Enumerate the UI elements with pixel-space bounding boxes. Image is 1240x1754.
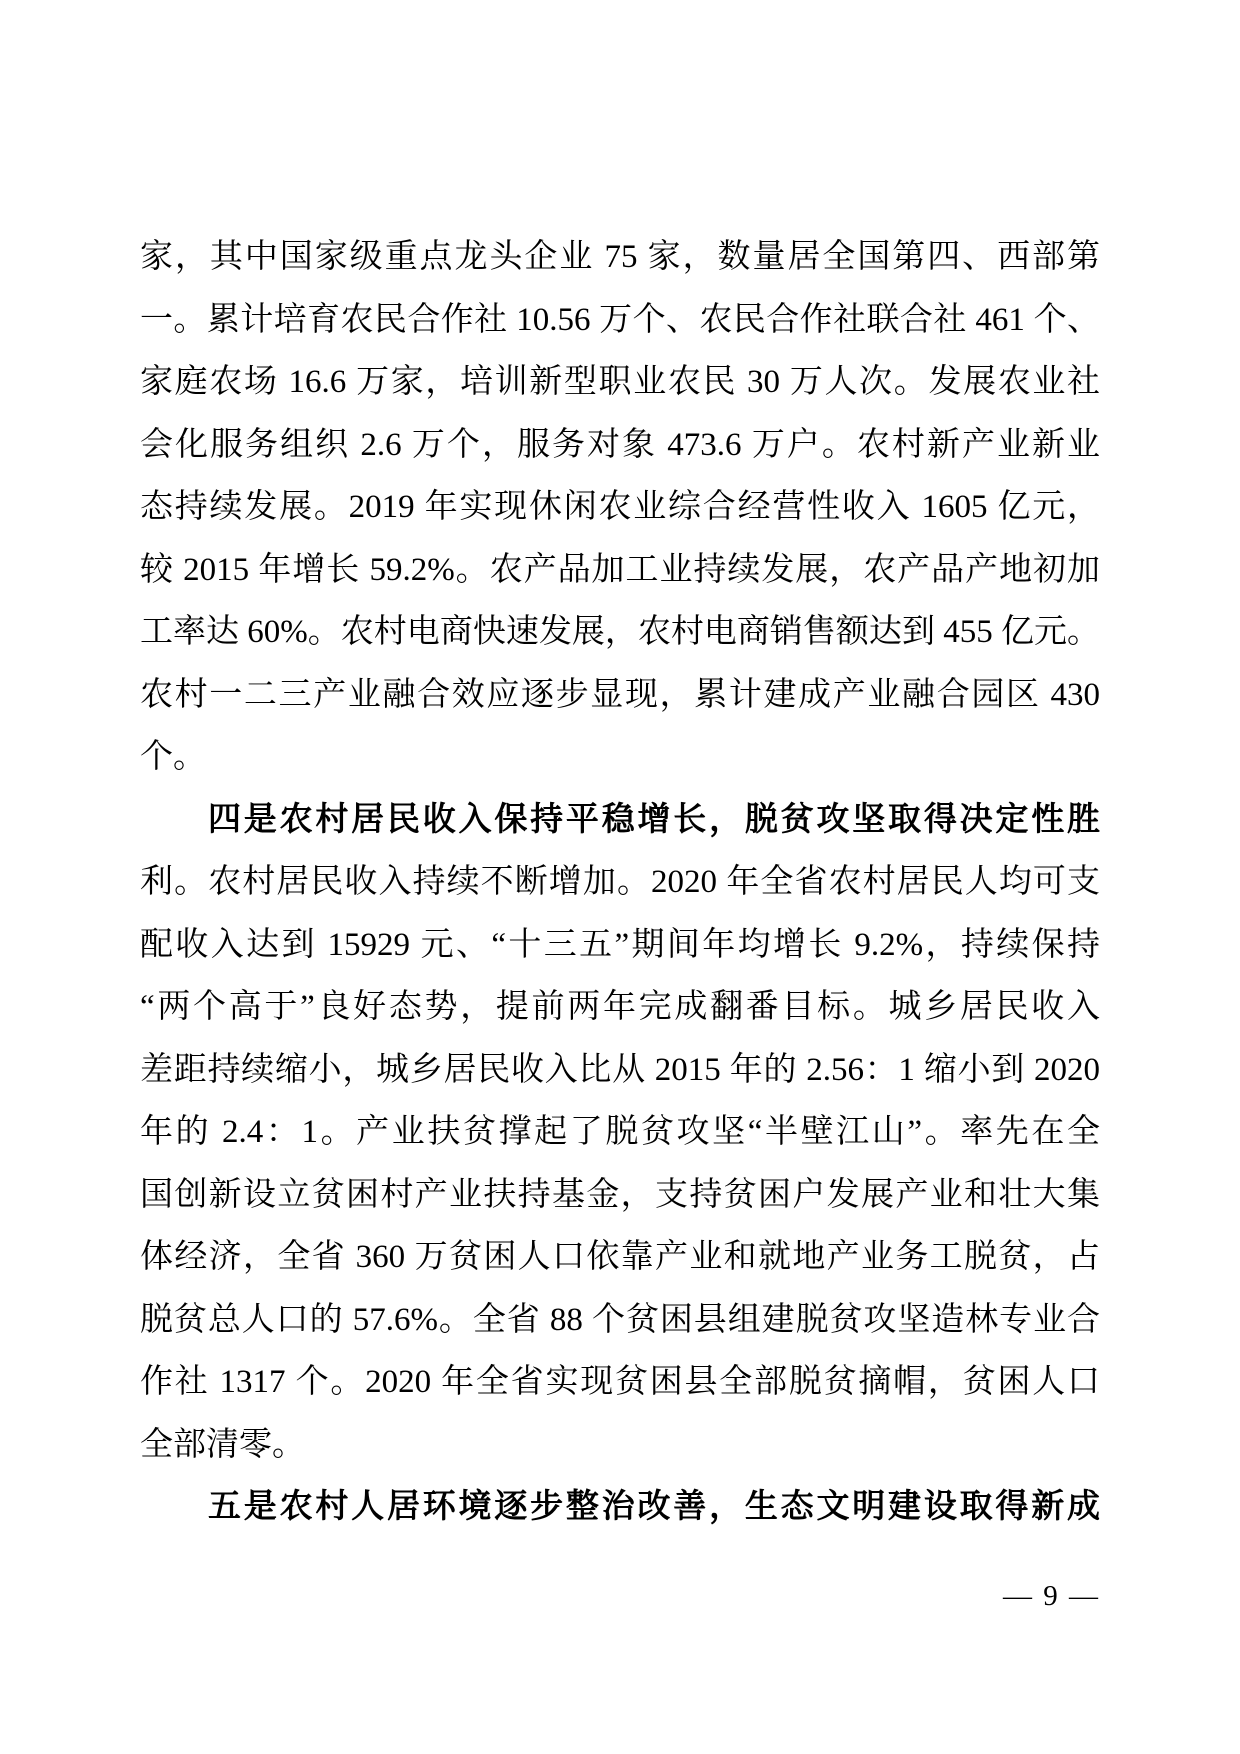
text-line: 态持续发展。2019 年实现休闲农业综合经营性收入 1605 亿元， <box>140 489 1100 525</box>
text-line: 农村一二三产业融合效应逐步显现，累计建成产业融合园区 430 <box>140 676 1100 713</box>
page-number: — 9 — <box>1003 1580 1100 1612</box>
text-line: 全部清零。 <box>140 1426 305 1463</box>
text-line: 作社 1317 个。2020 年全省实现贫困县全部脱贫摘帽，贫困人口 <box>140 1364 1100 1400</box>
text-line: 工率达 60%。农村电商快速发展，农村电商销售额达到 455 亿元。 <box>140 614 1100 650</box>
text-line: 五是农村人居环境逐步整治改善，生态文明建设取得新成 <box>208 1489 1100 1525</box>
text-line: 年的 2.4：1。产业扶贫撑起了脱贫攻坚“半壁江山”。率先在全 <box>140 1114 1100 1150</box>
text-line: 会化服务组织 2.6 万个，服务对象 473.6 万户。农村新产业新业 <box>140 426 1100 463</box>
text-body <box>140 226 1100 1539</box>
text-line: 个。 <box>140 739 206 775</box>
text-line: 家庭农场 16.6 万家，培训新型职业农民 30 万人次。发展农业社 <box>140 364 1100 400</box>
text-line: “两个高于”良好态势，提前两年完成翻番目标。城乡居民收入 <box>140 989 1100 1025</box>
text-line: 四是农村居民收入保持平稳增长，脱贫攻坚取得决定性胜 <box>208 801 1100 838</box>
text-line: 差距持续缩小，城乡居民收入比从 2015 年的 2.56：1 缩小到 2020 <box>140 1051 1100 1088</box>
text-line: 体经济，全省 360 万贫困人口依靠产业和就地产业务工脱贫，占 <box>140 1239 1100 1275</box>
text-line: 利。农村居民收入持续不断增加。2020 年全省农村居民人均可支 <box>140 864 1100 900</box>
text-line: 配收入达到 15929 元、“十三五”期间年均增长 9.2%，持续保持 <box>140 926 1100 963</box>
text-line: 一。累计培育农民合作社 10.56 万个、农民合作社联合社 461 个、 <box>140 301 1100 338</box>
text-line: 国创新设立贫困村产业扶持基金，支持贫困户发展产业和壮大集 <box>140 1176 1100 1213</box>
text-line: 家，其中国家级重点龙头企业 75 家，数量居全国第四、西部第 <box>140 239 1100 275</box>
text-line: 脱贫总人口的 57.6%。全省 88 个贫困县组建脱贫攻坚造林专业合 <box>140 1301 1100 1338</box>
text-line: 较 2015 年增长 59.2%。农产品加工业持续发展，农产品产地初加 <box>140 551 1100 588</box>
